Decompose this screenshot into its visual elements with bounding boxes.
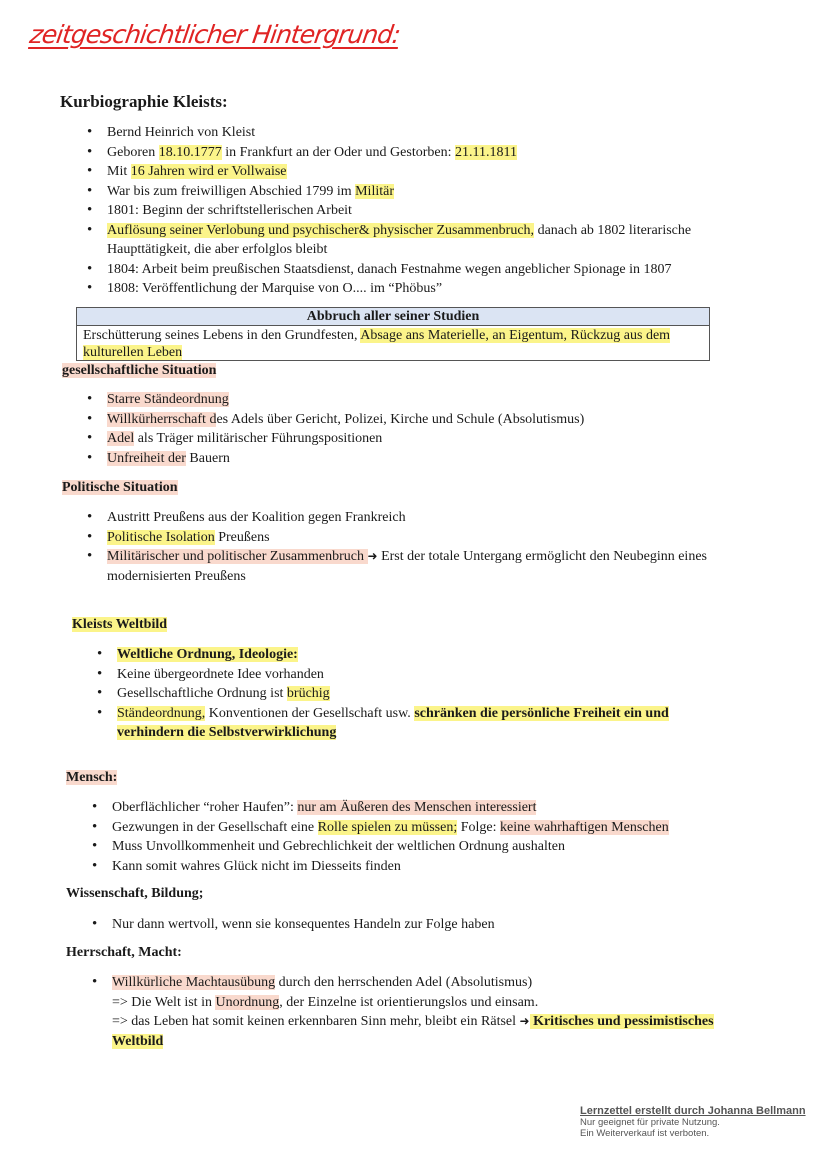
item-text: es Adels über Gericht, Polizei, Kirche und Schule (Absolutismus) <box>216 411 585 427</box>
list-item <box>87 528 727 548</box>
item-text: Gezwungen in der Gesellschaft eine <box>112 819 318 835</box>
highlight: Politische Isolation <box>107 529 215 545</box>
highlight: nur am Äußeren des Menschen interessiert <box>297 800 537 815</box>
list-item <box>97 645 727 665</box>
highlight: Adel <box>107 431 135 446</box>
worldview-heading <box>72 617 167 633</box>
list-item <box>87 390 727 410</box>
science-heading: Wissenschaft, Bildung; <box>66 886 204 901</box>
item-text: Erst der totale Untergang ermöglicht den Neubeginn eines modernisierten Preußens <box>107 549 707 584</box>
power-list <box>92 973 732 1051</box>
highlight: Rolle spielen zu müssen; <box>317 819 458 835</box>
box-heading: Abbruch aller seiner Studien <box>77 308 709 326</box>
box-body <box>77 326 709 362</box>
item-text: Bernd Heinrich von Kleist <box>107 125 256 140</box>
highlight: Starre Ständeordnung <box>107 392 229 407</box>
heading-text: Politische Situation <box>62 480 178 495</box>
highlight: Willkürliche Machtausübung <box>112 975 276 990</box>
list-item <box>87 143 727 163</box>
list-item <box>92 857 732 877</box>
list-item <box>97 704 727 743</box>
list-item <box>92 973 732 1051</box>
item-text: , der Einzelne ist orientierungslos und einsam. <box>279 994 539 1010</box>
list-item <box>87 260 727 280</box>
highlight: Absage ans Materielle, an Eigentum, Rückzug aus dem kulturellen Leben <box>83 328 671 360</box>
item-text: Konventionen der Gesellschaft usw. <box>205 705 415 721</box>
item-text: Preußens <box>214 529 270 545</box>
list-item <box>87 410 727 430</box>
list-item <box>87 182 727 202</box>
heading-text: Mensch: <box>66 770 118 785</box>
item-text: in Frankfurt an der Oder und Gestorben: <box>221 144 455 160</box>
item-text: Muss Unvollkommenheit und Gebrechlichkeit der weltlichen Ordnung aushalten <box>112 839 565 854</box>
item-text: Geboren <box>107 144 159 160</box>
highlight: Weltliche Ordnung, Ideologie: <box>117 647 298 662</box>
list-item <box>87 162 727 182</box>
human-heading <box>66 770 117 786</box>
footer-author: Lernzettel erstellt durch Johanna Bellmann <box>580 1105 806 1117</box>
heading-text: gesellschaftliche Situation <box>62 363 217 378</box>
item-text: 1801: Beginn der schriftstellerischen Arbeit <box>107 203 352 218</box>
item-text: Nur dann wertvoll, wenn sie konsequentes Handeln zur Folge haben <box>112 917 495 932</box>
item-text: Bauern <box>185 450 230 466</box>
society-heading <box>62 363 216 379</box>
studies-box <box>76 307 710 361</box>
highlight: keine wahrhaftigen Menschen <box>500 819 669 835</box>
highlight: Militär <box>355 183 394 199</box>
item-text: Gesellschaftliche Ordnung ist <box>117 686 287 701</box>
list-item <box>87 429 727 449</box>
footer <box>580 1105 806 1139</box>
footer-note-2: Ein Weiterverkauf ist verboten. <box>580 1128 710 1139</box>
list-item <box>87 508 727 528</box>
item-text: als Träger militärischer Führungspositionen <box>134 431 383 446</box>
item-text: Oberflächlicher “roher Haufen”: <box>112 800 298 815</box>
list-item <box>92 915 732 935</box>
highlight: Unordnung <box>215 994 280 1010</box>
footer-note-1: Nur geeignet für private Nutzung. <box>580 1117 720 1128</box>
highlight: 21.11.1811 <box>454 144 517 160</box>
bio-heading: Kurbiographie Kleists: <box>60 92 228 111</box>
arrow-icon: ➜ <box>519 1014 530 1028</box>
list-item <box>87 123 727 143</box>
highlight: Willkürherrschaft d <box>107 411 217 427</box>
list-item <box>92 837 732 857</box>
politics-heading <box>62 480 178 496</box>
item-text: Kann somit wahres Glück nicht im Diesseits finden <box>112 858 401 874</box>
bio-list <box>87 123 727 299</box>
list-item <box>87 221 727 260</box>
highlight: brüchig <box>286 686 330 701</box>
box-text: Erschütterung seines Lebens in den Grundfesten, <box>83 328 361 343</box>
item-text: War bis zum freiwilligen Abschied 1799 im <box>107 183 356 199</box>
heading-text: Kleists Weltbild <box>72 617 168 632</box>
highlight: Ständeordnung, <box>117 705 206 721</box>
item-text: durch den herrschenden Adel (Absolutismus) <box>275 975 533 990</box>
list-item <box>92 818 732 838</box>
handwritten-title: zeitgeschichtlicher Hintergrund: <box>27 20 402 49</box>
society-list <box>87 390 727 468</box>
highlight: schränken die persönliche Freiheit ein und verhindern die Selbstverwirklichung <box>117 705 669 740</box>
list-item <box>87 449 727 469</box>
list-item <box>97 684 727 704</box>
item-text: Folge: <box>457 819 501 835</box>
power-heading: Herrschaft, Macht: <box>66 945 182 960</box>
science-list <box>92 915 732 935</box>
list-item <box>87 547 727 586</box>
item-text: 1808: Veröffentlichung der Marquise von O.... im “Phöbus” <box>107 281 443 296</box>
highlight: Auflösung seiner Verlobung und psychischer& physischer Zusammenbruch, <box>107 222 535 238</box>
highlight: 16 Jahren wird er Vollwaise <box>130 164 287 179</box>
item-text: danach ab 1802 literarische Haupttätigkeit, die aber erfolglos bleibt <box>107 222 692 257</box>
item-text: Mit <box>107 164 131 179</box>
item-text: 1804: Arbeit beim preußischen Staatsdienst, danach Festnahme wegen angeblicher Spionage in 1807 <box>107 261 672 277</box>
politics-list <box>87 508 727 586</box>
list-item <box>97 665 727 685</box>
highlight: Militärischer und politischer Zusammenbruch <box>107 549 368 564</box>
highlight: 18.10.1777 <box>158 144 222 160</box>
highlight: Unfreiheit der <box>107 450 186 466</box>
list-item <box>87 279 727 299</box>
list-item <box>92 798 732 818</box>
item-text: Keine übergeordnete Idee vorhanden <box>117 666 324 682</box>
item-text: => das Leben hat somit keinen erkennbaren Sinn mehr, bleibt ein Rätsel <box>112 1014 520 1029</box>
item-text: Austritt Preußens aus der Koalition gegen Frankreich <box>107 510 406 525</box>
list-item <box>87 201 727 221</box>
highlight: Kritisches und pessimistisches Weltbild <box>112 1014 714 1049</box>
arrow-icon: ➜ <box>367 549 378 563</box>
human-list <box>92 798 732 876</box>
worldview-list <box>97 645 727 743</box>
item-text: => Die Welt ist in <box>112 994 216 1010</box>
